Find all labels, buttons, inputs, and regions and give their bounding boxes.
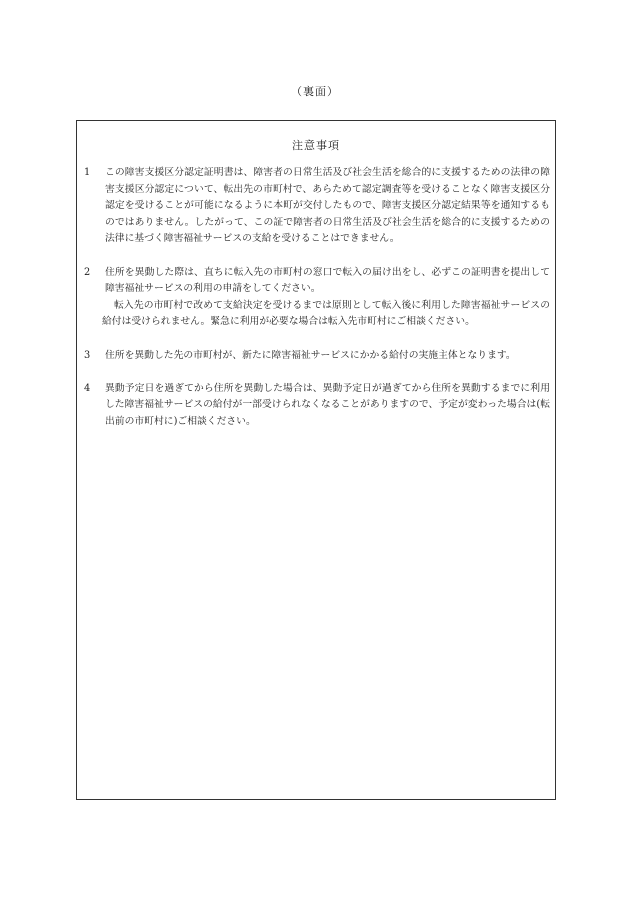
notice-box (76, 120, 556, 800)
notice-item-4 (84, 381, 550, 431)
notice-item-text-secondary: 転入先の市町村で改めて支給決定を受けるまでは原則として転入後に利用した障害福祉サービスの給付は受けられません。緊急に利用が必要な場合は転入先市町村にご相談ください。 (102, 299, 550, 328)
notice-item-3 (84, 348, 550, 365)
notice-list (84, 165, 550, 447)
page-label: （裏面） (291, 85, 339, 98)
notice-item-number: 4 (84, 382, 91, 394)
notice-item-number: 1 (84, 167, 91, 178)
notice-title: 注意事項 (292, 139, 340, 152)
notice-item-number: 3 (84, 349, 91, 361)
notice-item-text: この障害支援区分認定証明書は、障害者の日常生活及び社会生活を総合的に支援するための法律の障害支援区分認定について、転出先の市町村で、あらためて認定調査等を受けることなく障害支援区分認定を受けることが可能になるように本町が交付したもので、障害支援区分認定結果等を通知するものではありません。したがって、この証で障害者の日常生活及び社会生活を総合的に支援するための法律に基づく障害福祉サービスの支給を受けることはできません。 (105, 167, 550, 245)
notice-item-number: 2 (84, 266, 91, 278)
notice-item-text: 異動予定日を過ぎてから住所を異動した場合は、異動予定日が過ぎてから住所を異動するまでに利用した障害福祉サービスの給付が一部受けられなくなることがありますので、予定が変わった場合は(転出前の市町村に)ご相談ください。 (105, 382, 550, 427)
notice-item-1 (84, 165, 550, 248)
notice-item-text: 住所を異動した先の市町村が、新たに障害福祉サービスにかかる給付の実施主体となります。 (105, 349, 516, 361)
notice-item-text: 住所を異動した際は、直ちに転入先の市町村の窓口で転入の届け出をし、必ずこの証明書を提出して障害福祉サービスの利用の申請をしてください。 (105, 266, 550, 295)
notice-item-2 (84, 265, 550, 331)
